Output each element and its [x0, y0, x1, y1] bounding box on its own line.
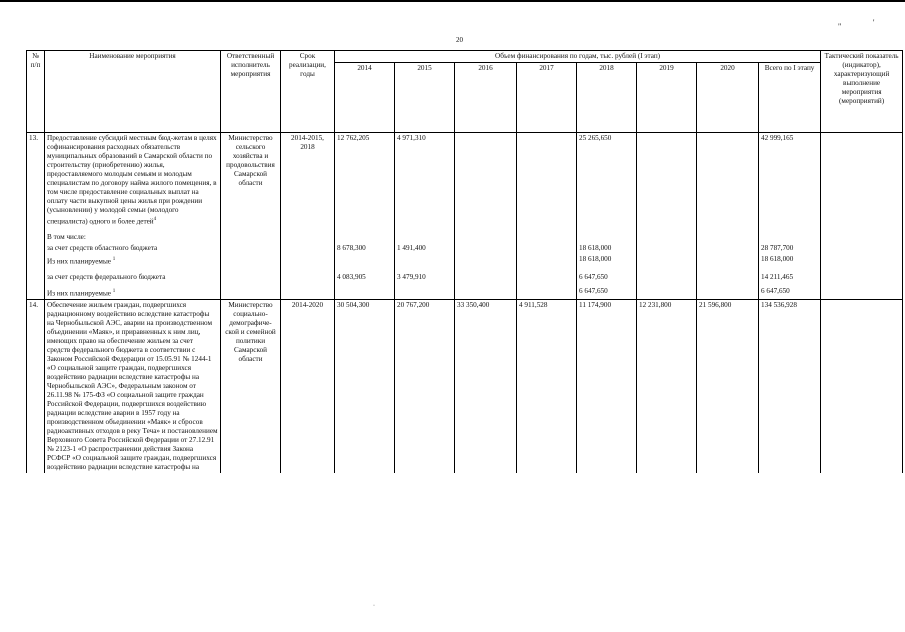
row-name: Предоставление субсидий местным бюд-жетам в целях софинансирования расходных обязательств муниципальных образований в Самарской области по строительству (приобретению) жилья, предоставляемого молодым семьям и молодым специалистам по договору найма жилого помещения, в том числе предоставление социальных выплат на оплату части выкупной цены жилья при рождении (усыновлении) у молодой семьи (молодого специалиста) одного и более детей$^4$ [45, 133, 221, 228]
value-cell: 18 618,000 [577, 243, 637, 254]
year-header: 2014 [335, 63, 395, 133]
subrow-label: за счет средств федерального бюджета [45, 268, 221, 283]
value-cell [455, 283, 517, 300]
value-cell [335, 254, 395, 267]
corner-mark: ' [873, 18, 875, 27]
value-cell: 1 491,400 [395, 243, 455, 254]
value-cell: 20 767,200 [395, 300, 455, 474]
value-cell: 18 618,000 [577, 254, 637, 267]
corner-mark: " [838, 22, 842, 31]
value-cell: 6 647,650 [577, 268, 637, 283]
value-cell [697, 268, 759, 283]
header-row [27, 51, 903, 63]
value-cell: 14 211,465 [759, 268, 821, 283]
value-cell [697, 254, 759, 267]
row-period: 2014-2020 [281, 300, 335, 474]
value-cell: 11 174,900 [577, 300, 637, 474]
financing-table [26, 50, 903, 473]
col-no-header: № п/п [27, 51, 45, 133]
subrow-label: за счет средств областного бюджета [45, 243, 221, 254]
value-cell: 18 618,000 [759, 254, 821, 267]
value-cell: 4 083,905 [335, 268, 395, 283]
scan-dot: · [373, 603, 375, 609]
subrow-label: Из них планируемые $^1$ [45, 254, 221, 267]
row-responsible: Министерство сельского хозяйства и продовольствия Самарской области [221, 133, 281, 228]
table-row [27, 243, 903, 254]
value-cell: 30 504,300 [335, 300, 395, 474]
table-row [27, 254, 903, 267]
value-cell: 134 536,928 [759, 300, 821, 474]
row-number: 14. [27, 300, 45, 474]
value-cell [455, 254, 517, 267]
value-cell: 4 971,310 [395, 133, 455, 228]
table-row [27, 268, 903, 283]
value-cell: 42 999,165 [759, 133, 821, 228]
value-cell [395, 283, 455, 300]
page-number: 20 [456, 36, 463, 44]
value-cell: 6 647,650 [577, 283, 637, 300]
year-header: 2017 [517, 63, 577, 133]
value-cell [637, 243, 697, 254]
value-cell: 6 647,650 [759, 283, 821, 300]
table-row [27, 133, 903, 228]
year-header: Всего по I этапу [759, 63, 821, 133]
row-period: 2014-2015, 2018 [281, 133, 335, 228]
subrow-label: В том числе: [45, 227, 221, 243]
row-number: 13. [27, 133, 45, 228]
table-row [27, 300, 903, 474]
value-cell: 12 762,205 [335, 133, 395, 228]
value-cell [637, 283, 697, 300]
col-name-header: Наименование мероприятия [45, 51, 221, 133]
value-cell: 3 479,910 [395, 268, 455, 283]
year-header: 2018 [577, 63, 637, 133]
value-cell [517, 283, 577, 300]
value-cell [395, 254, 455, 267]
col-indicator-header: Тактический показатель (индикатор), характеризующий выполнение мероприятия (мероприятий) [821, 51, 903, 133]
indicator-cell [821, 133, 903, 228]
col-responsible-header: Ответственный исполнитель мероприятия [221, 51, 281, 133]
value-cell [697, 243, 759, 254]
year-header: 2019 [637, 63, 697, 133]
value-cell [455, 268, 517, 283]
year-header: 2016 [455, 63, 517, 133]
value-cell: 21 596,800 [697, 300, 759, 474]
top-border-line [0, 0, 905, 2]
value-cell [517, 243, 577, 254]
year-header: 2020 [697, 63, 759, 133]
value-cell: 25 265,650 [577, 133, 637, 228]
value-cell: 28 787,700 [759, 243, 821, 254]
indicator-cell [821, 300, 903, 474]
value-cell: 4 911,528 [517, 300, 577, 474]
value-cell [637, 133, 697, 228]
row-responsible: Министерство социально-демографиче-ской и семейной политики Самарской области [221, 300, 281, 474]
year-header: 2015 [395, 63, 455, 133]
value-cell [517, 133, 577, 228]
row-name: Обеспечение жильем граждан, подвергшихся радиационному воздействию вследствие катастрофы на Чернобыльской АЭС, аварии на производственном объединении «Маяк», и приравненных к ним лиц, имеющих право на обеспечение жильем за счет средств федерального бюджета в соответствии с Законом Российской Федерации от 15.05.91 № 1244-1 «О социальной защите граждан, подвергшихся воздействию радиации вследствие катастрофы на Чернобыльской АЭС», Федеральным законом от 26.11.98 № 175-ФЗ «О социальной защите граждан Российской Федерации, подвергшихся воздействию радиации вследствие аварии в 1957 году на производственном объединении «Маяк» и сбросов радиоактивных отходов в реку Теча» и постановлением Верховного Совета Российской Федерации от 27.12.91 № 2123-1 «О распространении действия Закона РСФСР «О социальной защите граждан, подвергшихся воздействию радиации вследствие катастрофы на [45, 300, 221, 474]
value-cell [637, 268, 697, 283]
col-financing-header: Объем финансирования по годам, тыс. рублей (I этап) [335, 51, 821, 63]
value-cell: 12 231,800 [637, 300, 697, 474]
col-period-header: Срок реализации, годы [281, 51, 335, 133]
table-row [27, 283, 903, 300]
table-row [27, 227, 903, 243]
value-cell [697, 133, 759, 228]
value-cell [455, 133, 517, 228]
subrow-label: Из них планируемые $^1$ [45, 283, 221, 300]
value-cell [637, 254, 697, 267]
value-cell [697, 283, 759, 300]
value-cell: 8 678,300 [335, 243, 395, 254]
value-cell [335, 283, 395, 300]
value-cell [455, 243, 517, 254]
value-cell [517, 254, 577, 267]
value-cell: 33 350,400 [455, 300, 517, 474]
value-cell [517, 268, 577, 283]
